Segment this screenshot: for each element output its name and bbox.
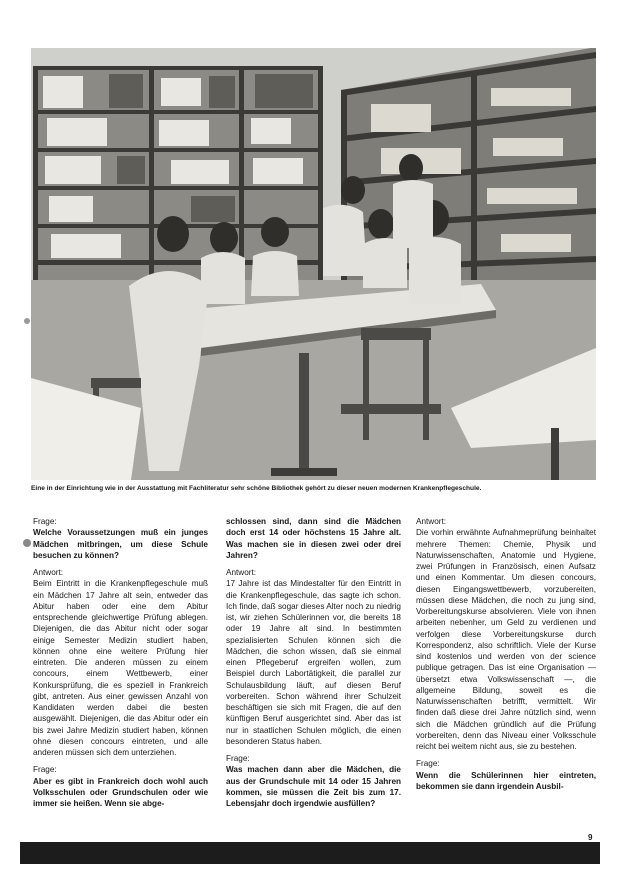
punch-hole [24,318,30,324]
library-photo [31,48,596,480]
answer-text: Die vorhin erwähnte Aufnahmeprüfung beinhaltet mehrere Themen: Chemie, Physik und Naturwissenschaften, Anatomie und Hygiene, zwei Prüfungen in Französisch, einen Aufsatz und einen Kommentar. Um diesen concours, diesen Eingangswettbewerb, vorzubereiten, müssen diese Mädchen, die noch zu jung sind, Vorbereitungskurse absolvieren. Viele von ihnen arbeiten nebenher, um Geld zu verdienen und verfolgen diese Vorbereitungskurse durch Korrespondenz, also schriftlich. Viele der Kurse sind kostenlos und werden von der science publique getragen. Das ist eine Organisation — übersetzt etwa Volkswissenschaft —, die allgemeine Bildung, soweit es die Naturwissenschaften betrifft, vermittelt. Wir finden daß diese drei Jahre nützlich sind, wenn sich die Mädchen gründlich auf die Prüfung vorbereiten, denn das Niveau einer Volksschule reicht bei weitem nicht aus, sie zu bestehen. [416,528,596,751]
photo-caption: Eine in der Einrichtung wie in der Ausstattung mit Fachliteratur sehr schöne Bibliothek gehört zu dieser neuen modernen Krankenpflegeschule. [31,485,482,492]
answer-text: 17 Jahre ist das Mindestalter für den Eintritt in die Krankenpflegeschule, das sagte ich schon. Ich finde, daß sogar dieses Alter noch zu niedrig ist, wir ziehen Schülerinnen vor, die bereits 18 oder 19 Jahre alt sind. In bestimmten spezialisierten Schulen können sich die Mädchen, die schon wissen, daß sie einmal einen Pflegeberuf ergreifen wollen, zum Beispiel durch Labortätigkeit, die parallel zur Schulausbildung läuft, auf diesen Beruf vorbereiten. Schon während ihrer Schulzeit beschäftigen sie sich mit Fragen, die auf den künftigen Beruf ausgerichtet sind. Aber das ist nur in staatlichen Schulen möglich, die einen besonderen Status haben. [226,579,401,746]
question-label: Frage: [226,754,250,763]
question-label: Frage: [416,759,440,769]
question-text: Welche Voraussetzungen muß ein junges Mädchen mitbringen, um diese Schule besuchen zu können? [33,528,208,560]
question-text-continued: schlossen sind, dann sind die Mädchen doch erst 14 oder höchstens 15 Jahre alt. Was machen sie in diesen zwei oder drei Jahren? [226,517,401,560]
text-column-2 [226,516,401,815]
answer-label: Antwort: [226,568,257,577]
footer-bar [20,842,600,864]
answer-label: Antwort: [33,568,64,577]
question-text: Wenn die Schülerinnen hier eintreten, bekommen sie dann irgendein Ausbil- [416,770,596,791]
page-number: 9 [588,833,593,842]
question-text: Aber es gibt in Frankreich doch wohl auch Volksschulen oder Grundschulen oder wie immer sie heißen. Wenn sie abge- [33,776,208,808]
library-photo-illustration [31,48,596,480]
punch-hole [23,539,31,547]
text-column-3 [416,516,596,798]
answer-text: Beim Eintritt in die Krankenpflegeschule muß ein Mädchen 17 Jahre alt sein, entweder das Abitur haben oder eine dem Abitur entsprechende gleichwertige Prüfung ablegen. Diejenigen, die das Abitur nicht oder sogar einige Semester Medizin studiert haben, können ohne eine weitere Prüfung hier eintreten. Die anderen müssen zu einem concours, einem Wettbewerb, einer Konkursprüfung, die es speziell in Frankreich gibt, antreten. Aus einer gewissen Anzahl von Kandidaten werden dabei die besten ausgewählt. Diejenigen, die das Abitur oder ein bis zwei Jahre Medizin studiert haben, können ohne diesen concours eintreten, und alle anderen müssen sich dem unterziehen. [33,579,208,757]
question-label: Frage: [33,517,57,526]
answer-label: Antwort: [416,517,447,526]
question-text: Was machen dann aber die Mädchen, die aus der Grundschule mit 14 oder 15 Jahren kommen, sie müssen die Zeit bis zum 17. Lebensjahr doch irgendwie ausfüllen? [226,765,401,808]
text-column-1 [33,516,208,815]
question-label: Frage: [33,765,57,775]
